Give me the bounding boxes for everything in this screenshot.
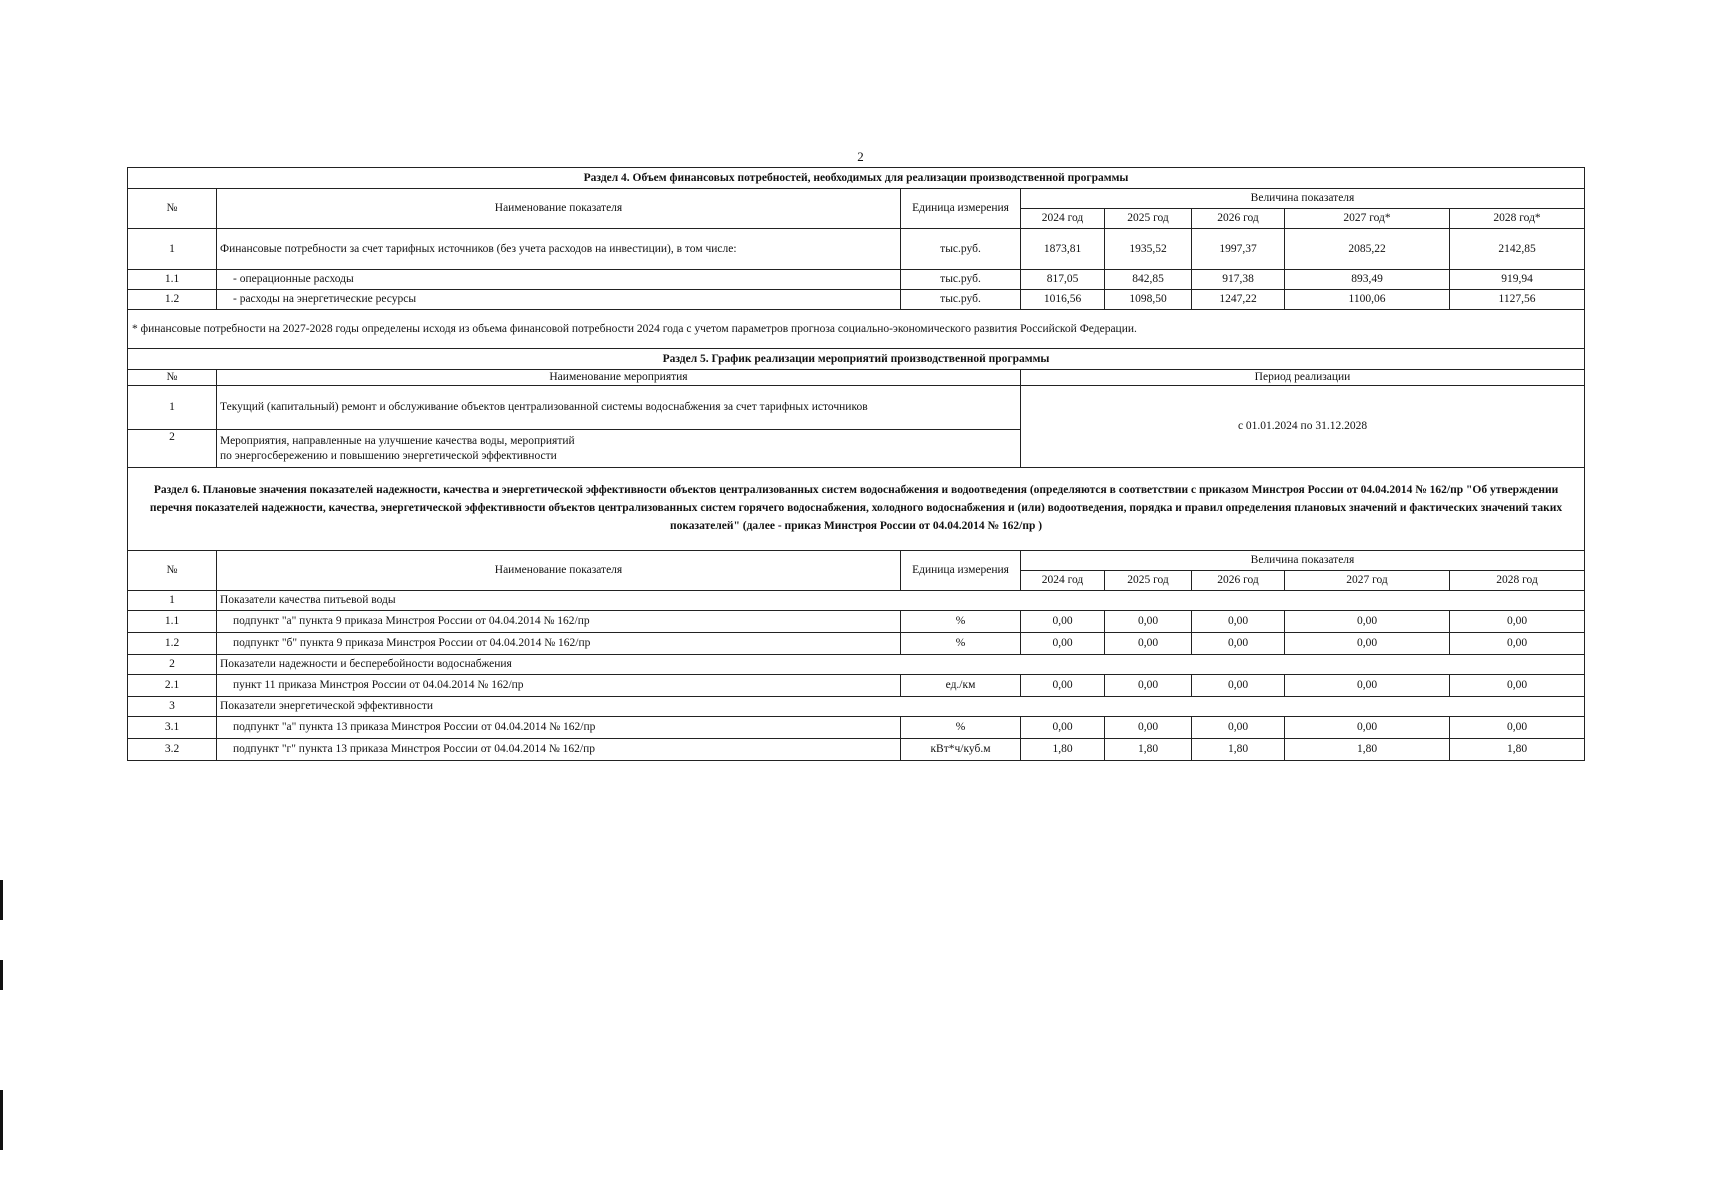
row-num: 1.1: [128, 270, 217, 290]
document-sheet: [127, 167, 1584, 761]
row-value: 1873,81: [1021, 229, 1105, 270]
s5-header-name: Наименование мероприятия: [217, 370, 1021, 386]
row-unit: кВт*ч/куб.м: [901, 739, 1021, 761]
row-value: 0,00: [1450, 633, 1585, 655]
row-value: 0,00: [1192, 675, 1285, 697]
group-num: 3: [128, 697, 217, 717]
row-value: 917,38: [1192, 270, 1285, 290]
row-unit: ед./км: [901, 675, 1021, 697]
row-unit: тыс.руб.: [901, 229, 1021, 270]
s6-header-num: №: [128, 551, 217, 591]
row-unit: %: [901, 611, 1021, 633]
s4-header-year: 2024 год: [1021, 209, 1105, 229]
row-value: 1016,56: [1021, 290, 1105, 310]
s4-header-year: 2028 год*: [1450, 209, 1585, 229]
row-unit: %: [901, 633, 1021, 655]
row-value: 919,94: [1450, 270, 1585, 290]
row-num: 1: [128, 229, 217, 270]
row-name: - операционные расходы: [217, 270, 901, 290]
s6-header-name: Наименование показателя: [217, 551, 901, 591]
scan-edge-marks: [0, 760, 3, 1200]
s5-header-period: Период реализации: [1021, 370, 1585, 386]
row-num: 3.2: [128, 739, 217, 761]
row-value: 0,00: [1192, 717, 1285, 739]
row-value: 0,00: [1450, 611, 1585, 633]
s6-header-year: 2024 год: [1021, 571, 1105, 591]
row-value: 0,00: [1285, 717, 1450, 739]
row-value: 1,80: [1105, 739, 1192, 761]
row-name: подпункт "г" пункта 13 приказа Минстроя России от 04.04.2014 № 162/пр: [217, 739, 901, 761]
row-value: 2085,22: [1285, 229, 1450, 270]
row-num: 2: [128, 430, 217, 468]
group-name: Показатели качества питьевой воды: [217, 591, 1585, 611]
row-num: 1.2: [128, 633, 217, 655]
row-name: [217, 430, 1021, 468]
s5-header-num: №: [128, 370, 217, 386]
row-name-line: Мероприятия, направленные на улучшение качества воды, мероприятий: [220, 435, 575, 448]
s6-header-year: 2028 год: [1450, 571, 1585, 591]
s4-header-year: 2026 год: [1192, 209, 1285, 229]
row-value: 0,00: [1450, 717, 1585, 739]
s4-header-year: 2027 год*: [1285, 209, 1450, 229]
s4-header-name: Наименование показателя: [217, 189, 901, 229]
row-value: 0,00: [1105, 633, 1192, 655]
row-value: 0,00: [1192, 611, 1285, 633]
row-unit: тыс.руб.: [901, 270, 1021, 290]
row-value: 0,00: [1285, 611, 1450, 633]
row-name: - расходы на энергетические ресурсы: [217, 290, 901, 310]
row-value: 1098,50: [1105, 290, 1192, 310]
row-name: пункт 11 приказа Минстроя России от 04.04.2014 № 162/пр: [217, 675, 901, 697]
row-value: 0,00: [1105, 717, 1192, 739]
row-name: подпункт "а" пункта 9 приказа Минстроя России от 04.04.2014 № 162/пр: [217, 611, 901, 633]
group-name: Показатели энергетической эффективности: [217, 697, 1585, 717]
row-value: 1,80: [1021, 739, 1105, 761]
group-row: [128, 697, 1585, 717]
row-name-line: по энергосбережению и повышению энергетической эффективности: [220, 449, 557, 462]
group-row: [128, 655, 1585, 675]
table-row: [128, 633, 1585, 655]
row-value: 0,00: [1021, 675, 1105, 697]
table-row: [128, 290, 1585, 310]
section5-title: Раздел 5. График реализации мероприятий производственной программы: [128, 349, 1585, 370]
financial-needs-table: [127, 167, 1585, 761]
row-unit: %: [901, 717, 1021, 739]
row-value: 817,05: [1021, 270, 1105, 290]
row-name: Финансовые потребности за счет тарифных источников (без учета расходов на инвестиции), в том числе:: [217, 229, 901, 270]
group-name: Показатели надежности и бесперебойности водоснабжения: [217, 655, 1585, 675]
row-value: 1,80: [1450, 739, 1585, 761]
s4-header-value: Величина показателя: [1021, 189, 1585, 209]
table-row: [128, 270, 1585, 290]
row-value: 1997,37: [1192, 229, 1285, 270]
row-num: 2.1: [128, 675, 217, 697]
table-row: [128, 739, 1585, 761]
table-row: [128, 675, 1585, 697]
row-value: 2142,85: [1450, 229, 1585, 270]
row-value: 0,00: [1192, 633, 1285, 655]
row-value: 1,80: [1285, 739, 1450, 761]
row-value: 0,00: [1021, 717, 1105, 739]
section4-footnote: * финансовые потребности на 2027-2028 годы определены исходя из объема финансовой потребности 2024 года с учетом параметров прогноза социально-экономического развития Российской Федерации.: [128, 310, 1585, 349]
row-value: 1,80: [1192, 739, 1285, 761]
row-value: 0,00: [1105, 675, 1192, 697]
row-value: 1247,22: [1192, 290, 1285, 310]
page-number: 2: [857, 149, 864, 164]
row-name: подпункт "а" пункта 13 приказа Минстроя России от 04.04.2014 № 162/пр: [217, 717, 901, 739]
implementation-period: с 01.01.2024 по 31.12.2028: [1021, 386, 1585, 468]
row-value: 0,00: [1450, 675, 1585, 697]
row-name: Текущий (капитальный) ремонт и обслуживание объектов централизованной системы водоснабжения за счет тарифных источников: [217, 386, 1021, 430]
row-unit: тыс.руб.: [901, 290, 1021, 310]
row-num: 1.2: [128, 290, 217, 310]
row-value: 0,00: [1285, 675, 1450, 697]
s6-header-value: Величина показателя: [1021, 551, 1585, 571]
table-row: [128, 386, 1585, 430]
row-value: 1100,06: [1285, 290, 1450, 310]
row-num: 1.1: [128, 611, 217, 633]
s4-header-num: №: [128, 189, 217, 229]
group-num: 2: [128, 655, 217, 675]
row-value: 893,49: [1285, 270, 1450, 290]
section6-title: Раздел 6. Плановые значения показателей надежности, качества и энергетической эффективности объектов централизованных систем водоснабжения и водоотведения (определяются в соответствии с приказом Минстроя России от 04.04.2014 № 162/пр "Об утверждении перечня показателей надежности, качества, энергетической эффективности объектов централизованных систем горячего водоснабжения, холодного водоснабжения и (или) водоотведения, порядка и правил определения плановых значений и фактических значений таких показателей" (далее - приказ Минстроя России от 04.04.2014 № 162/пр ): [128, 468, 1585, 551]
s6-header-year: 2025 год: [1105, 571, 1192, 591]
row-value: 0,00: [1285, 633, 1450, 655]
row-value: 0,00: [1021, 633, 1105, 655]
s4-header-unit: Единица измерения: [901, 189, 1021, 229]
table-row: [128, 717, 1585, 739]
group-row: [128, 591, 1585, 611]
row-num: 3.1: [128, 717, 217, 739]
row-value: 0,00: [1105, 611, 1192, 633]
section4-title: Раздел 4. Объем финансовых потребностей, необходимых для реализации производственной программы: [128, 168, 1585, 189]
row-value: 1935,52: [1105, 229, 1192, 270]
table-row: [128, 611, 1585, 633]
row-num: 1: [128, 386, 217, 430]
row-value: 1127,56: [1450, 290, 1585, 310]
s6-header-year: 2027 год: [1285, 571, 1450, 591]
group-num: 1: [128, 591, 217, 611]
row-name: подпункт "б" пункта 9 приказа Минстроя России от 04.04.2014 № 162/пр: [217, 633, 901, 655]
s6-header-year: 2026 год: [1192, 571, 1285, 591]
row-value: 0,00: [1021, 611, 1105, 633]
row-value: 842,85: [1105, 270, 1192, 290]
table-row: [128, 229, 1585, 270]
s6-header-unit: Единица измерения: [901, 551, 1021, 591]
s4-header-year: 2025 год: [1105, 209, 1192, 229]
